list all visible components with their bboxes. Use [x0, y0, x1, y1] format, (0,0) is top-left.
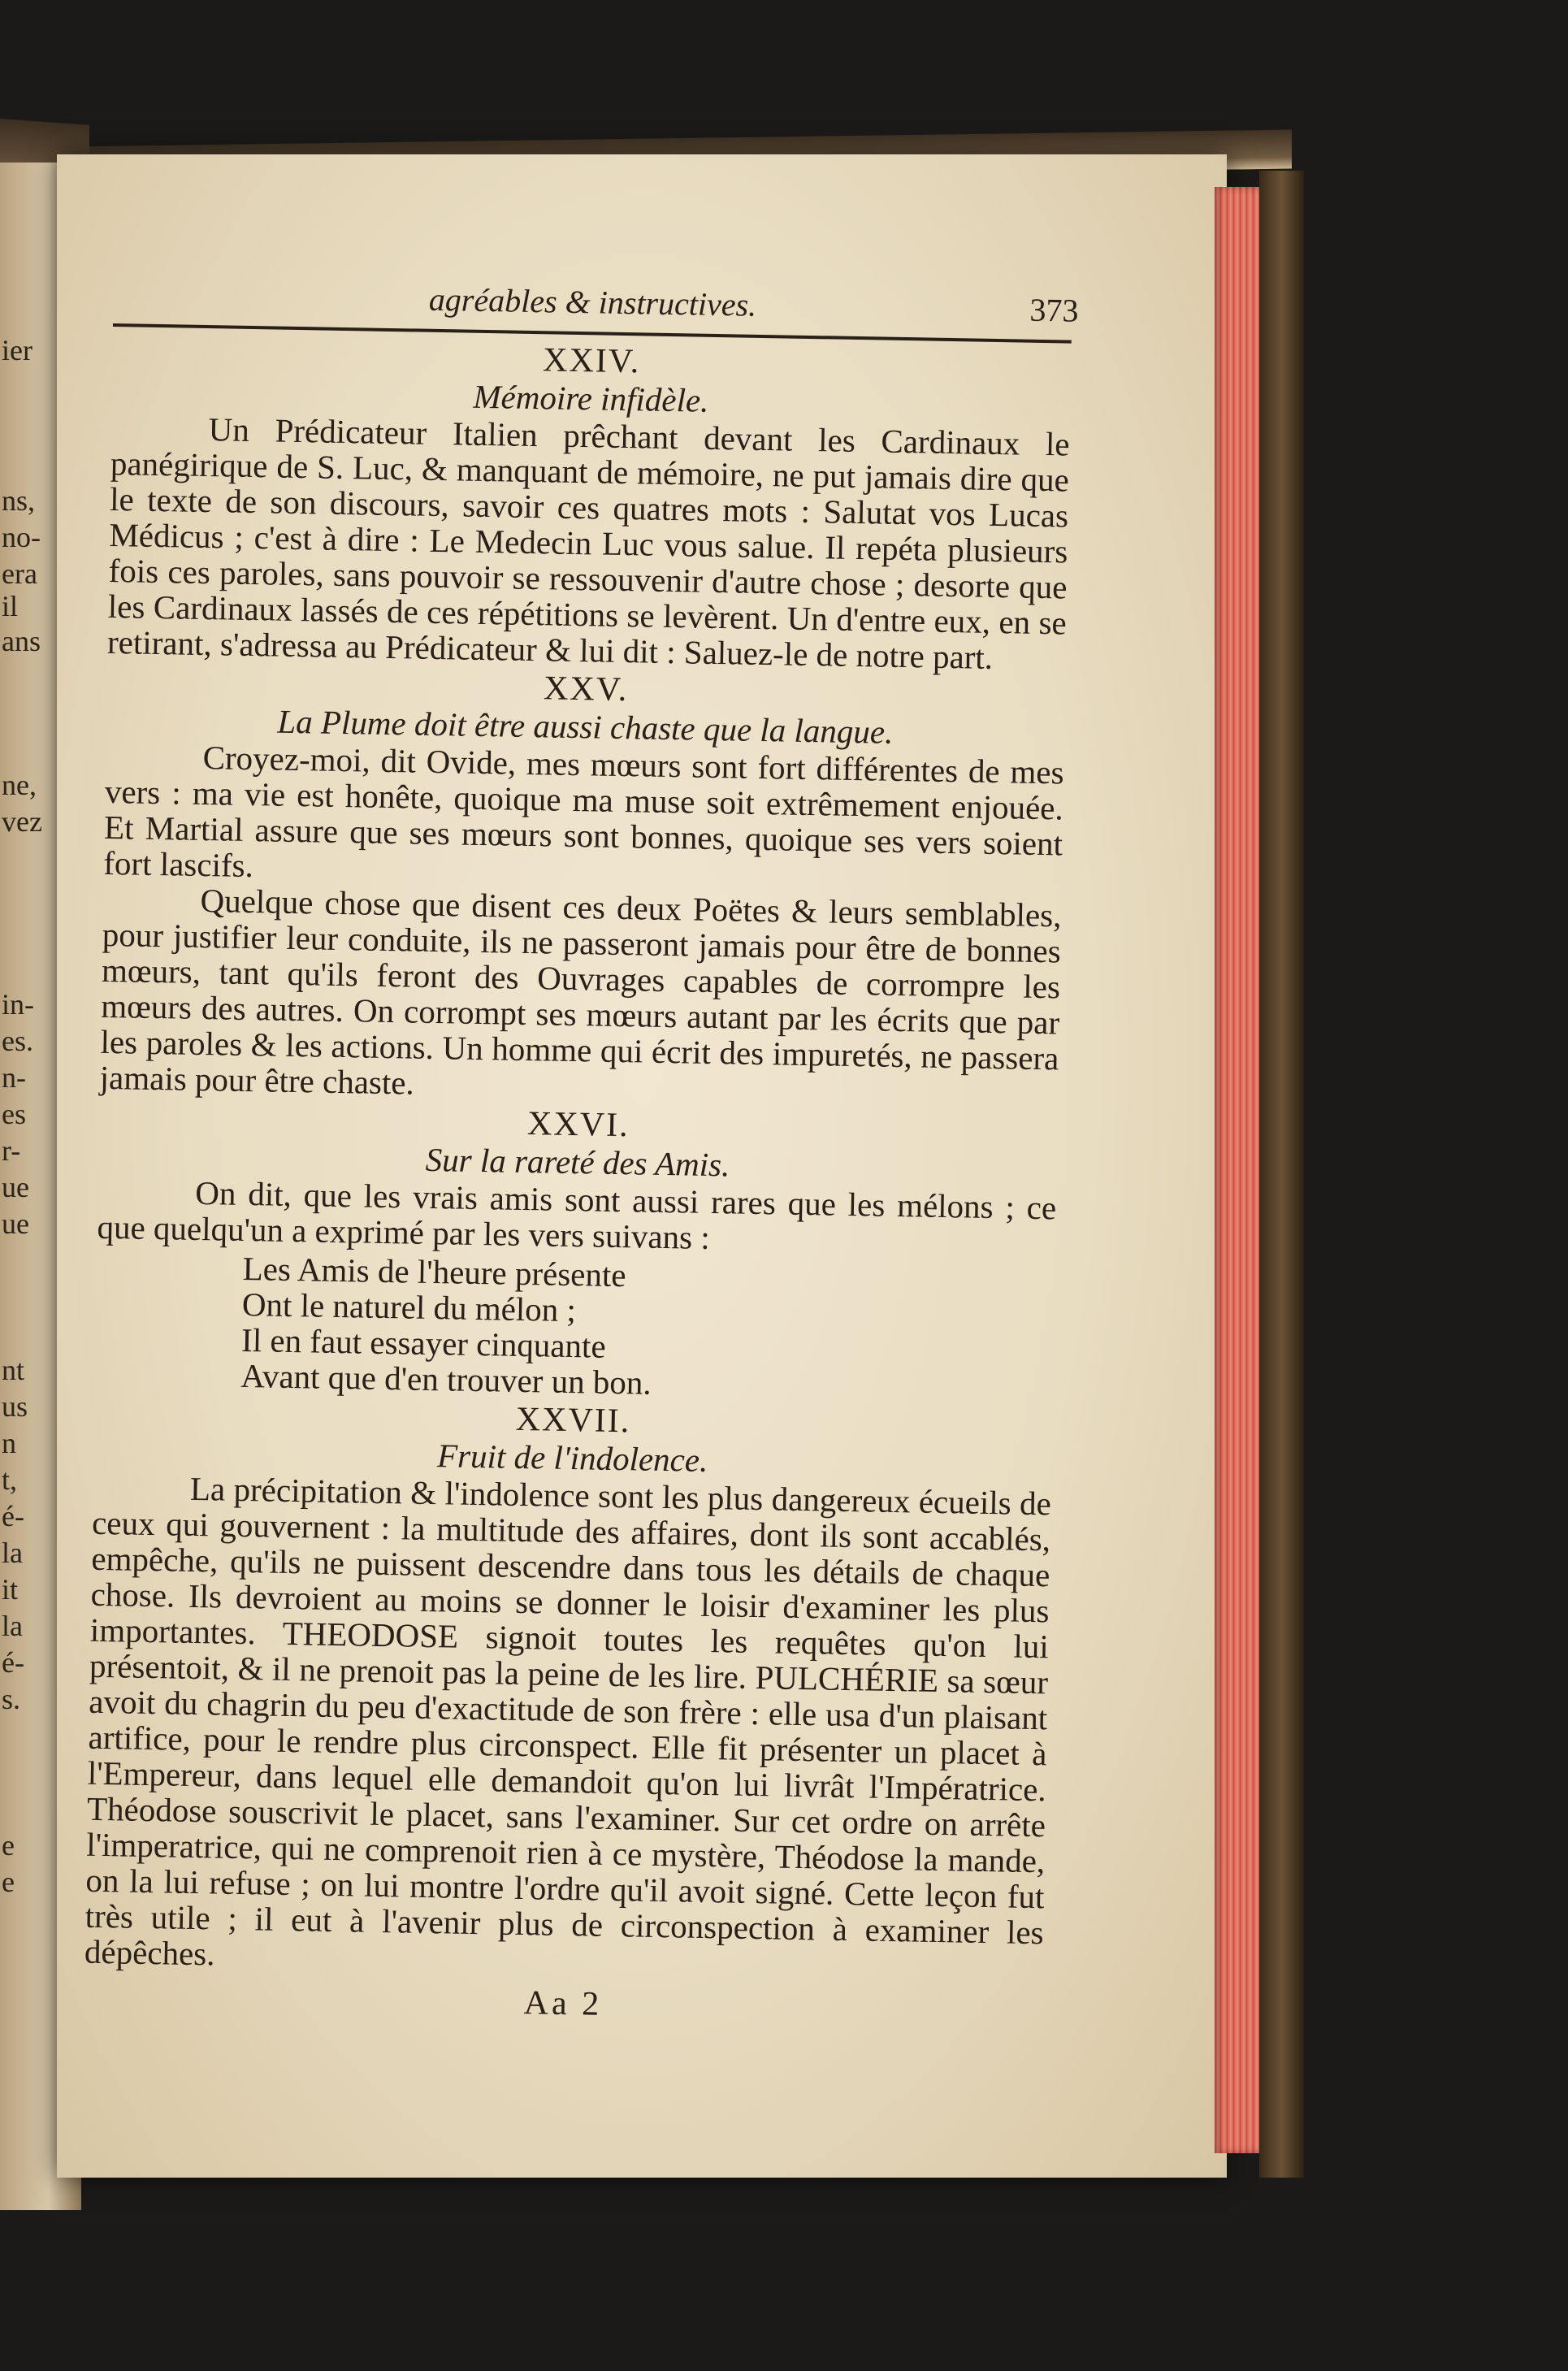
red-page-edges — [1215, 187, 1263, 2153]
left-fragment: la — [2, 1610, 23, 1642]
paragraph: Un Prédicateur Italien prêchant devant les Cardinaux le panégirique de S. Luc, & manquant de mémoire, ne put jamais dire que le texte de son discours, savoir ces quatres mots : Salutat vos Lucas Médicus ; c'est à dire : Le Medecin Luc vous salue. Il repéta plusieurs fois ces paroles, sans pouvoir se ressouvenir d'autre chose ; desorte que les Cardinaux lassés de ces répétitions se levèrent. Un d'entre eux, en se retirant, s'adressa au Prédicateur & lui dit : Saluez-le de notre part. — [106, 410, 1070, 676]
left-fragment: ue — [2, 1171, 29, 1203]
left-fragment: e — [2, 1829, 15, 1862]
left-fragment: no- — [2, 521, 41, 553]
left-fragment: é- — [2, 1500, 24, 1532]
verse-line: Il en faut essayer cinquante — [240, 1320, 607, 1365]
section-xxv — [99, 663, 1065, 1112]
left-fragment: t, — [2, 1463, 18, 1496]
section-number: XXVII. — [515, 1400, 631, 1441]
left-fragment: s. — [2, 1683, 21, 1715]
left-fragment: es. — [2, 1025, 33, 1057]
verse-line: Les Amis de l'heure présente — [242, 1249, 626, 1294]
left-fragment: n- — [2, 1061, 26, 1094]
book-board — [1259, 171, 1304, 2178]
left-fragment: us — [2, 1390, 28, 1423]
left-fragment: es — [2, 1098, 26, 1130]
verse-line: Avant que d'en trouver un bon. — [240, 1356, 652, 1402]
left-fragment: ans — [2, 625, 41, 657]
left-fragment: r- — [2, 1134, 21, 1167]
page-number: 373 — [1029, 291, 1079, 329]
left-fragment: nt — [2, 1354, 25, 1386]
page-content — [84, 276, 1079, 2030]
section-title: Mémoire infidèle. — [473, 377, 709, 419]
signature-mark: Aa 2 — [523, 1984, 603, 2023]
running-head-title: agréables & instructives. — [428, 280, 757, 323]
left-fragment: ier — [2, 334, 32, 366]
section-xxvii — [84, 1394, 1053, 1986]
left-fragment: ue — [2, 1207, 29, 1240]
section-xxvi — [94, 1099, 1058, 1408]
section-title: Fruit de l'indolence. — [436, 1437, 708, 1479]
verse-line: Ont le naturel du mélon ; — [241, 1285, 577, 1329]
section-title: Sur la rareté des Amis. — [425, 1140, 730, 1184]
section-number: XXIV. — [542, 341, 641, 381]
paragraph: Croyez-moi, dit Ovide, mes mœurs sont fort différentes de mes vers : ma vie est honête, quoique ma muse soit extrêmement enjouée. Et Martial assure que ses mœurs sont bonnes, quoique ses vers soient fort lascifs. — [102, 739, 1064, 885]
left-fragment: il — [2, 590, 19, 622]
section-number: XXV. — [543, 670, 629, 709]
left-fragment: n — [2, 1427, 16, 1459]
left-fragment: era — [2, 557, 37, 590]
section-number: XXVI. — [526, 1105, 630, 1145]
section-title: La Plume doit être aussi chaste que la langue. — [277, 702, 894, 751]
verse — [240, 1251, 1055, 1407]
left-fragment: it — [2, 1573, 19, 1606]
paragraph: On dit, que les vrais amis sont aussi rares que les mélons ; ce que quelqu'un a exprimé par les vers suivans : — [97, 1173, 1057, 1256]
left-fragment: vez — [2, 805, 42, 838]
left-fragment: é- — [2, 1646, 24, 1679]
section-xxiv — [107, 335, 1072, 677]
left-fragment: ne, — [2, 769, 37, 801]
paragraph: Quelque chose que disent ces deux Poëtes & leurs semblables, pour justifier leur conduite, ils ne passeront jamais pour être de bonnes mœurs, tant qu'ils feront des Ouvrages capables de corrompre les mœurs des autres. On corrompt ses mœurs autant par les écrits que par les paroles & les actions. Un homme qui écrit des impuretés, ne passera jamais pour être chaste. — [99, 881, 1062, 1102]
left-fragment: ns, — [2, 484, 36, 517]
left-fragment: la — [2, 1537, 23, 1569]
paragraph: La précipitation & l'indolence sont les plus dangereux écueils de ceux qui gouvernent : la multitude des affaires, dont ils sont accablés, empêche, qu'ils ne puissent descendre dans tous les détails de chaque chose. Ils devroient au moins se donner le loisir d'examiner les plus importantes. THEODOSE signoit toutes les requêtes qu'on lui présentoit, & il ne prenoit pas la peine de les lire. PULCHÉRIE sa sœur avoit du chagrin du peu d'exactitude de son frère : elle usa d'un plaisant artifice, pour le rendre plus circonspect. Elle fit présenter un placet à l'Empereur, dans lequel elle demandoit qu'on lui livrât l'Impératrice. Théodose souscrivit le placet, sans l'examiner. Sur cet ordre on arrête l'imperatrice, qui ne comprenoit rien à ce mystère, Théodose la mande, on la lui refuse ; on lui montre l'ordre qu'il avoit signé. Cette leçon fut très utile ; il eut à l'avenir plus de circonspection à examiner les dépêches. — [84, 1469, 1052, 1973]
left-fragment: e — [2, 1866, 15, 1898]
left-fragment: in- — [2, 988, 34, 1021]
